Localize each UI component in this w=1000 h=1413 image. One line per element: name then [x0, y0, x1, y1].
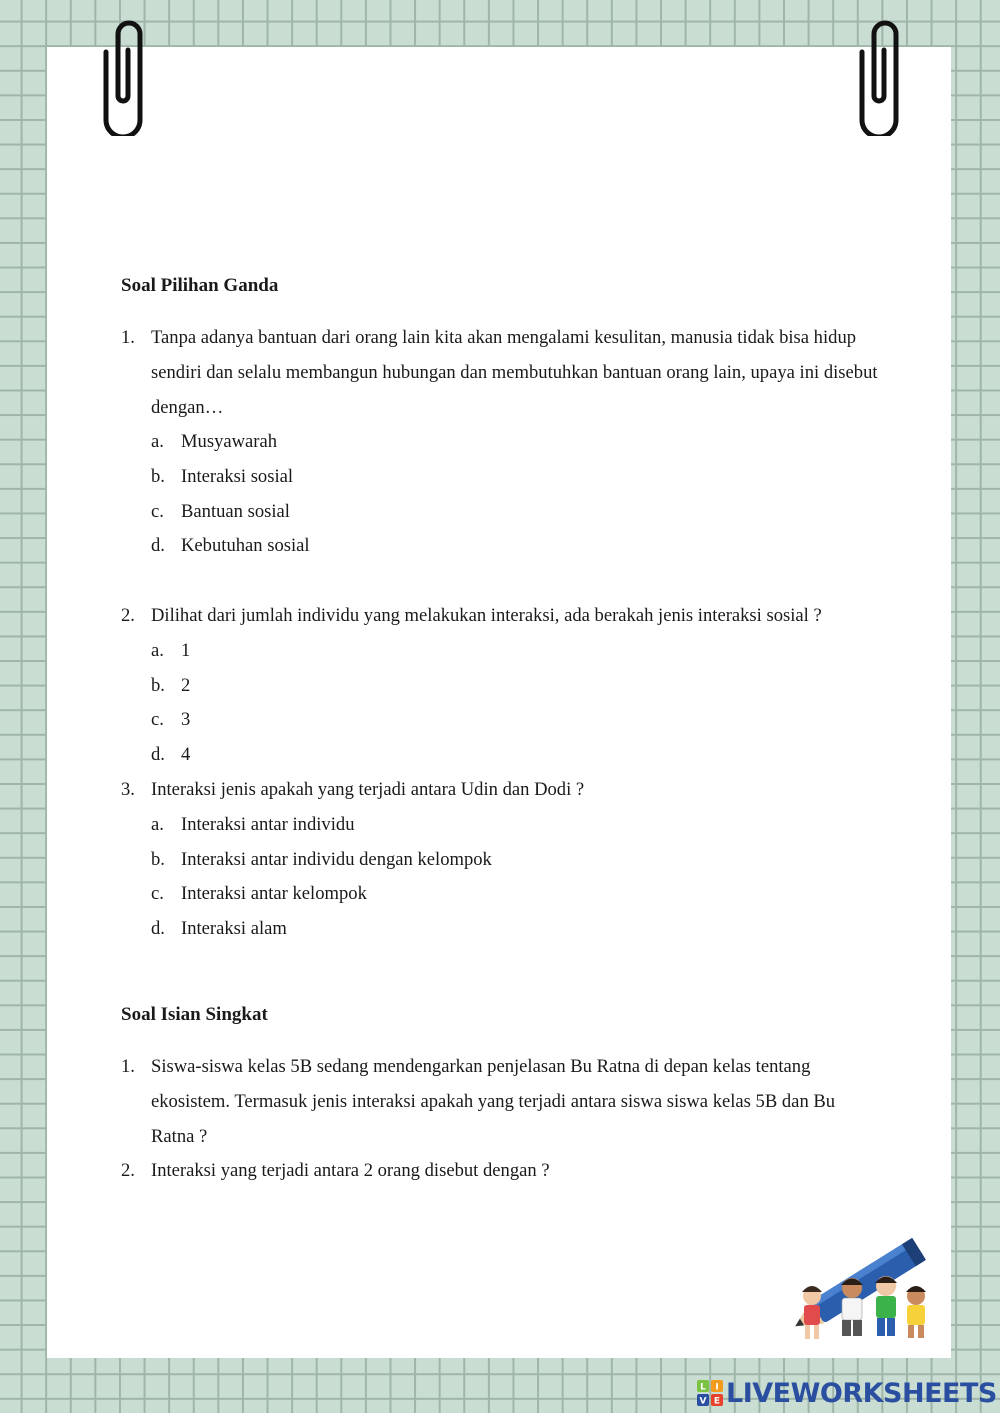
option-text: Bantuan sosial	[181, 501, 290, 522]
option-letter: b.	[151, 849, 165, 870]
option-letter: d.	[151, 744, 165, 765]
mcq-1-option-a[interactable]	[151, 425, 277, 460]
question-number: 3.	[121, 779, 135, 800]
option-letter: d.	[151, 918, 165, 939]
option-text: Interaksi antar individu	[181, 814, 355, 835]
option-text: 1	[181, 640, 191, 661]
option-text: Musyawarah	[181, 431, 278, 452]
liveworksheets-logo[interactable]	[697, 1378, 997, 1408]
question-number: 1.	[121, 327, 135, 348]
question-text: Tanpa adanya bantuan dari orang lain kita akan mengalami kesulitan, manusia tidak bisa hidup sendiri dan selalu membangun hubungan dan membutuhkan bantuan orang lain, upaya ini disebut dengan…	[151, 327, 878, 418]
option-text: 4	[181, 744, 191, 765]
question-number: 1.	[121, 1056, 135, 1077]
short-question-1	[121, 1050, 881, 1154]
section-title-short-answer: Soal Isian Singkat	[121, 1004, 268, 1025]
option-text: Interaksi sosial	[181, 466, 294, 487]
option-letter: a.	[151, 431, 164, 452]
logo-mark-letter: E	[713, 1396, 721, 1406]
mcq-question-3	[121, 773, 881, 808]
question-number: 2.	[121, 605, 135, 626]
option-letter: c.	[151, 883, 164, 904]
option-text: Interaksi antar kelompok	[181, 883, 367, 904]
question-text: Dilihat dari jumlah individu yang melakukan interaksi, ada berakah jenis interaksi sosial ?	[151, 605, 822, 626]
option-letter: a.	[151, 640, 164, 661]
question-text: Interaksi yang terjadi antara 2 orang disebut dengan ?	[151, 1160, 550, 1181]
question-text: Interaksi jenis apakah yang terjadi antara Udin dan Dodi ?	[151, 779, 585, 800]
liveworksheets-mark-icon	[697, 1380, 723, 1406]
mcq-3-option-a[interactable]	[151, 808, 355, 843]
option-text: 2	[181, 675, 191, 696]
option-letter: c.	[151, 501, 164, 522]
mcq-2-option-d[interactable]	[151, 738, 190, 773]
mcq-question-1	[121, 321, 881, 425]
mcq-3-option-c[interactable]	[151, 877, 367, 912]
paperclip-left-icon	[92, 12, 154, 136]
mcq-3-option-d[interactable]	[151, 912, 287, 947]
option-letter: b.	[151, 466, 165, 487]
option-text: Kebutuhan sosial	[181, 535, 310, 556]
section-title-multiple-choice: Soal Pilihan Ganda	[121, 275, 279, 296]
option-letter: a.	[151, 814, 164, 835]
mcq-2-option-a[interactable]	[151, 634, 190, 669]
option-letter: c.	[151, 709, 164, 730]
question-number: 2.	[121, 1160, 135, 1181]
option-text: Interaksi antar individu dengan kelompok	[181, 849, 492, 870]
logo-mark-letter: I	[715, 1382, 719, 1393]
option-letter: b.	[151, 675, 165, 696]
liveworksheets-wordmark: LIVEWORKSHEETS	[726, 1377, 997, 1409]
mcq-3-option-b[interactable]	[151, 843, 492, 878]
mcq-1-option-c[interactable]	[151, 495, 290, 530]
mcq-question-2	[121, 599, 881, 634]
option-text: Interaksi alam	[181, 918, 287, 939]
mcq-1-option-b[interactable]	[151, 460, 293, 495]
mcq-2-option-c[interactable]	[151, 703, 190, 738]
mcq-1-option-d[interactable]	[151, 529, 310, 564]
logo-mark-letter: L	[700, 1382, 706, 1393]
option-text: 3	[181, 709, 191, 730]
mcq-2-option-b[interactable]	[151, 669, 190, 704]
logo-mark-letter: V	[699, 1396, 707, 1406]
short-question-2	[121, 1154, 881, 1189]
kids-carrying-pencil-illustration	[790, 1230, 940, 1342]
option-letter: d.	[151, 535, 165, 556]
paperclip-right-icon	[848, 12, 910, 136]
question-text: Siswa-siswa kelas 5B sedang mendengarkan penjelasan Bu Ratna di depan kelas tentang ekosistem. Termasuk jenis interaksi apakah yang terjadi antara siswa siswa kelas 5B dan Bu Ratna ?	[151, 1056, 836, 1147]
